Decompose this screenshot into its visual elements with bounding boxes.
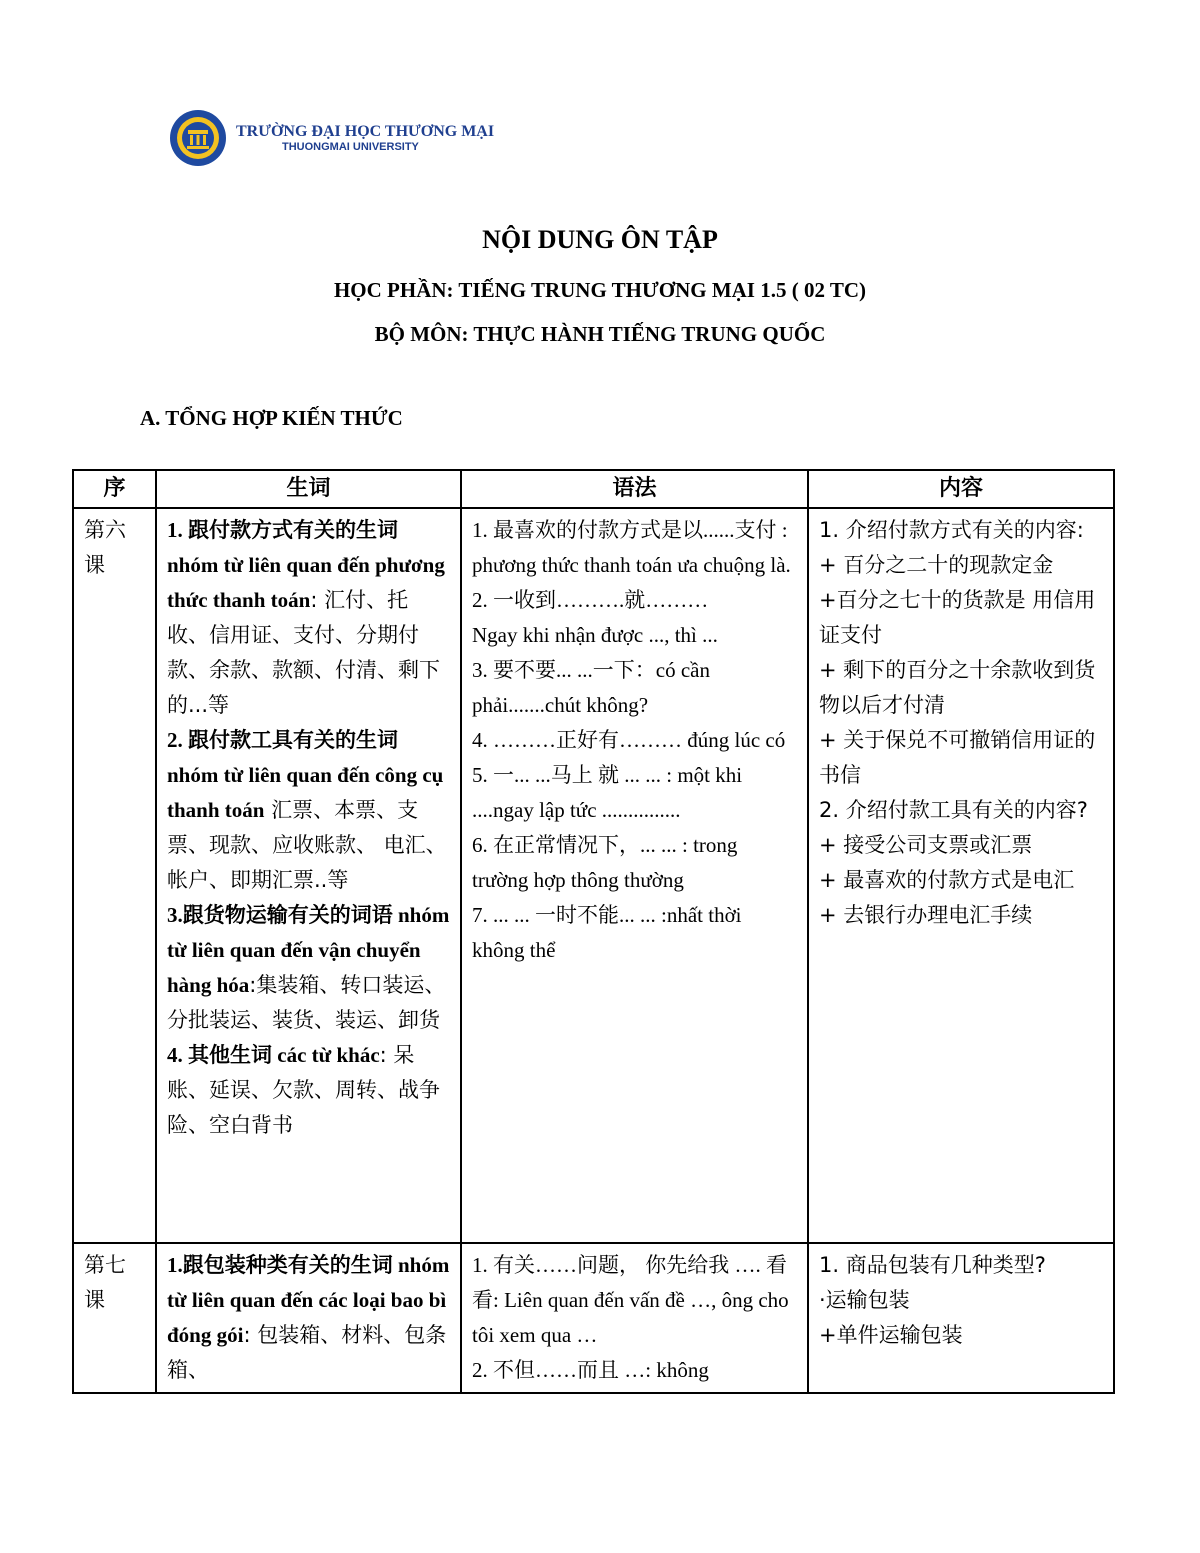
header-grammar: 语法 — [461, 470, 808, 508]
header-content: 内容 — [808, 470, 1114, 508]
table-row — [73, 1243, 1114, 1393]
content-item: + 百分之二十的现款定金 — [819, 553, 1054, 577]
table-row — [73, 508, 1114, 1243]
vocab-group-words: :集装箱、转口装运、分批装运、装货、装运、卸货 — [167, 973, 446, 1032]
course-line: HỌC PHẦN: TIẾNG TRUNG THƯƠNG MẠI 1.5 ( 02 TC) — [333, 278, 867, 302]
knowledge-table — [72, 469, 1115, 1394]
vocab-group-title: 1.跟包装种类有关的生词 nhóm từ liên quan đến các loại bao bì đóng gói — [167, 1253, 450, 1347]
content-item: 1. 商品包装有几种类型? — [819, 1253, 1046, 1277]
lesson-seq: 第七课 — [73, 1243, 156, 1393]
content-cell — [808, 1243, 1114, 1393]
content-item: 1. 介绍付款方式有关的内容: — [819, 518, 1084, 542]
content-item: + 接受公司支票或汇票 — [819, 833, 1033, 857]
university-logo — [168, 108, 494, 168]
grammar-item: 1. 有关……问题， 你先给我 …. 看看: Liên quan đến vấn đề …, ông cho tôi xem qua … — [472, 1253, 789, 1347]
document-title: NỘI DUNG ÔN TẬP — [482, 225, 718, 254]
grammar-item: 2. 一收到……….就……… — [472, 588, 709, 612]
school-name-en: THUONGMAI UNIVERSITY — [282, 140, 419, 153]
vocab-group-title: 2. 跟付款工具有关的生词 nhóm từ liên quan đến công cụ thanh toán — [167, 728, 444, 822]
section-title: A. TỔNG HỢP KIẾN THỨC — [140, 406, 403, 430]
vocab-group-words: : 汇付、托收、信用证、支付、分期付款、余款、款额、付清、剩下的...等 — [167, 588, 440, 717]
grammar-item: 6. 在正常情况下，... ... : trong trường hợp thông thường — [472, 833, 738, 892]
grammar-item: 3. 要不要... ...一下：có cần phải.......chút không? — [472, 658, 710, 717]
vocab-group-title: 3.跟货物运输有关的词语 nhóm từ liên quan đến vận chuyển hàng hóa — [167, 903, 450, 997]
grammar-item: 1. 最喜欢的付款方式是以......支付 : phương thức thanh toán ưa chuộng là. — [472, 518, 791, 577]
content-item: + 最喜欢的付款方式是电汇 — [819, 868, 1075, 892]
university-seal-icon — [168, 108, 228, 168]
vocab-group-words: : 包装箱、材料、包条箱、 — [167, 1323, 447, 1382]
school-name: TRƯỜNG ĐẠI HỌC THƯƠNG MẠI — [236, 123, 495, 141]
grammar-item: 4. ………正好有……… đúng lúc có — [472, 728, 786, 752]
vocab-group-title: 4. 其他生词 các từ khác — [167, 1043, 380, 1067]
vocab-group-words: : 呆账、延误、欠款、周转、战争险、空白背书 — [167, 1043, 440, 1137]
content-item: + 去银行办理电汇手续 — [819, 903, 1033, 927]
content-item: +单件运输包装 — [819, 1323, 963, 1347]
vocab-cell — [156, 508, 461, 1243]
content-item: 2. 介绍付款工具有关的内容? — [819, 798, 1088, 822]
grammar-item: 5. 一... ...马上 就 ... ... : một khi ....ngay lập tức ............... — [472, 763, 743, 822]
grammar-item: 7. ... ... 一时不能... ... :nhất thời không thể — [472, 903, 742, 962]
content-item: + 剩下的百分之十余款收到货物以后才付清 — [819, 658, 1096, 717]
content-cell — [808, 508, 1114, 1243]
lesson-seq: 第六课 — [73, 508, 156, 1243]
department-line: BỘ MÔN: THỰC HÀNH TIẾNG TRUNG QUỐC — [374, 322, 826, 346]
content-item: ·运输包装 — [819, 1288, 910, 1312]
header-seq: 序 — [73, 470, 156, 508]
vocab-group-title: 1. 跟付款方式有关的生词 nhóm từ liên quan đến phương thức thanh toán — [167, 518, 445, 612]
content-item: + 关于保兑不可撤销信用证的书信 — [819, 728, 1096, 787]
vocab-group-words: 汇票、本票、支票、现款、应收账款、 电汇、帐户、即期汇票..等 — [167, 798, 447, 892]
grammar-cell — [461, 508, 808, 1243]
vocab-cell — [156, 1243, 461, 1393]
content-item: +百分之七十的货款是 用信用证支付 — [819, 588, 1096, 647]
grammar-item: Ngay khi nhận được ..., thì ... — [472, 623, 718, 647]
header-vocab: 生词 — [156, 470, 461, 508]
table-header-row — [73, 470, 1114, 508]
grammar-item: 2. 不但……而且 …: không — [472, 1358, 709, 1382]
grammar-cell — [461, 1243, 808, 1393]
